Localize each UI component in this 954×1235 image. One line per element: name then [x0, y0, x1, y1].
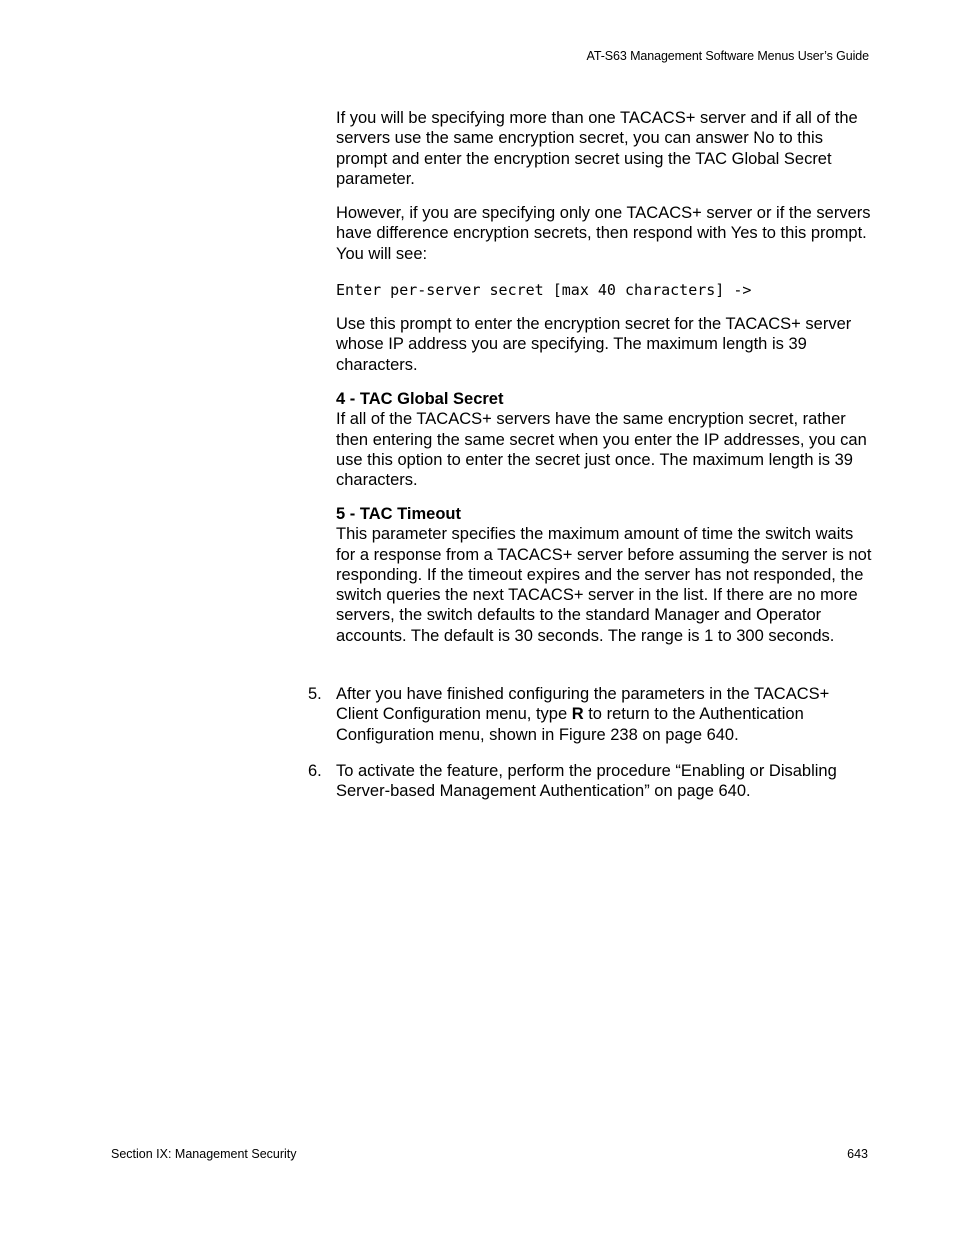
- step-text: to return to the Authentication Configuration menu, shown in Figure 238 on page 640.: [336, 705, 804, 744]
- paragraph-single-server: [336, 203, 876, 264]
- paragraph-text: If all of the TACACS+ servers have the same encryption secret, rather then entering the same secret when you enter the IP addresses, you can use this option to enter the secret just once. The maximum length is 39 characters.: [336, 410, 867, 490]
- paragraph-text: Use this prompt to enter the encryption secret for the TACACS+ server whose IP address you are specifying. The maximum length is 39 characters.: [336, 315, 852, 374]
- step-key: R: [571, 705, 584, 724]
- step-number: 6.: [308, 762, 322, 780]
- step-5-text: [336, 684, 876, 745]
- paragraph-text: If you will be specifying more than one TACACS+ server and if all of the servers use the same encryption secret, you can answer No to this prompt and enter the encryption secret using the TAC Global Secret parameter.: [336, 109, 858, 188]
- paragraph-prompt-description: [336, 314, 876, 375]
- footer-section: Section IX: Management Security: [111, 1147, 297, 1161]
- paragraph-text: This parameter specifies the maximum amount of time the switch waits for a response from a TACACS+ server before assuming the server is not responding. If the timeout expires and the server has not responded, the switch queries the next TACACS+ server in the list. If there are no more servers, the switch defaults to the standard Manager and Operator accounts. The default is 30 seconds. The range is 1 to 300 seconds.: [336, 525, 872, 645]
- subheading-tac-timeout: 5 - TAC Timeout: [336, 505, 461, 523]
- step-text: After you have finished configuring the parameters in the TACACS+ Client Configuration menu, type: [336, 685, 830, 724]
- section-tac-global-secret: [336, 389, 876, 490]
- paragraph-text: However, if you are specifying only one TACACS+ server or if the servers have difference encryption secrets, then respond with Yes to this prompt. You will see:: [336, 204, 871, 263]
- running-header: AT-S63 Management Software Menus User’s Guide: [586, 49, 869, 63]
- code-prompt: Enter per-server secret [max 40 characters] ->: [336, 281, 752, 299]
- step-6-text: To activate the feature, perform the procedure “Enabling or Disabling Server-based Management Authentication” on page 640.: [336, 762, 837, 801]
- step-number: 5.: [308, 685, 322, 703]
- footer-page-number: 643: [847, 1147, 868, 1161]
- subheading-tac-global-secret: 4 - TAC Global Secret: [336, 390, 504, 408]
- paragraph-multiple-servers: [336, 108, 876, 189]
- section-tac-timeout: [336, 504, 876, 646]
